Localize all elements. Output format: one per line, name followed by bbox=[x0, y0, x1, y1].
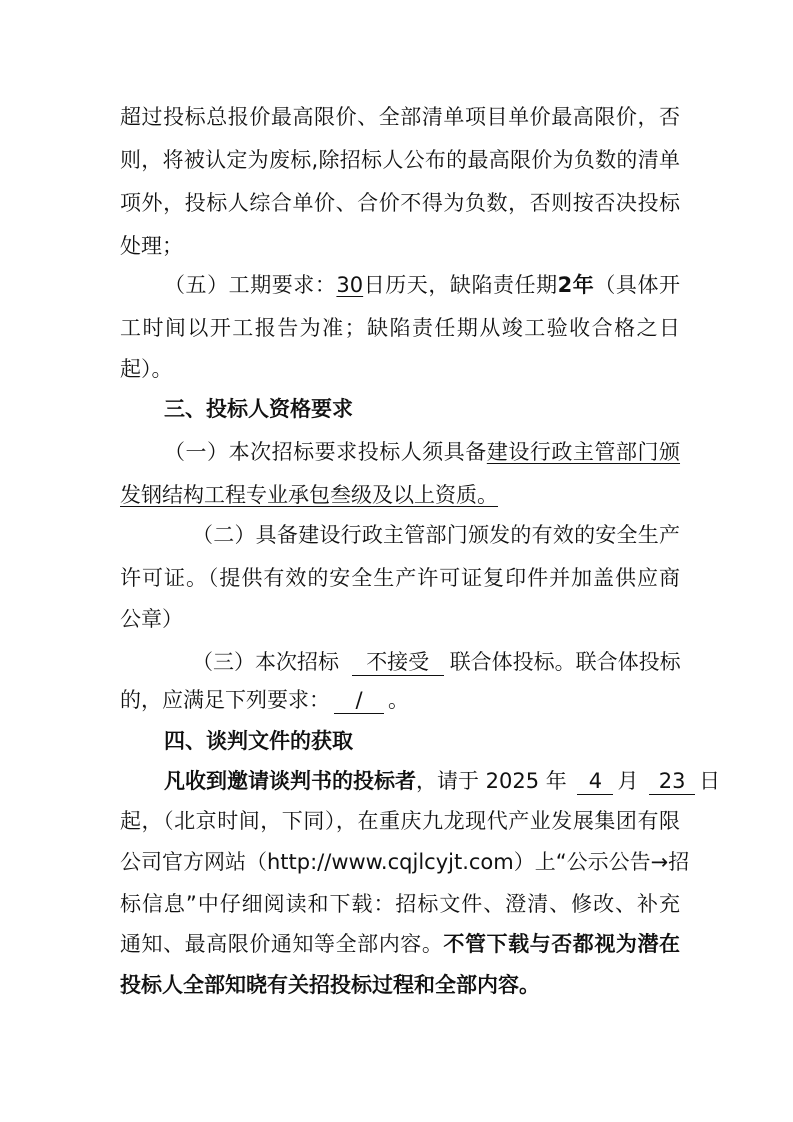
duration-note: （具体开 bbox=[594, 273, 681, 297]
acquisition-line bbox=[120, 929, 680, 961]
acquisition-bold: 投标人全部知晓有关招投标过程和全部内容。 bbox=[120, 973, 540, 997]
warranty-years: 2年 bbox=[557, 273, 595, 297]
qualification-line bbox=[164, 437, 680, 469]
acquisition-text: ，请于 2025 年 bbox=[416, 769, 567, 793]
acquisition-text: 日 bbox=[699, 769, 721, 793]
paragraph-line: 标信息”中仔细阅读和下载：招标文件、澄清、修改、补充 bbox=[120, 892, 680, 916]
consortium-text: （三）本次招标 bbox=[192, 650, 339, 674]
section-heading: 三、投标人资格要求 bbox=[164, 397, 353, 421]
acquisition-text: 通知、最高限价通知等全部内容。 bbox=[120, 932, 444, 956]
qualification-underlined: 发钢结构工程专业承包叁级及以上资质。 bbox=[120, 483, 498, 507]
acquisition-text: 月 bbox=[617, 769, 639, 793]
acquisition-bold: 不管下载与否都视为潜在 bbox=[443, 932, 681, 956]
consortium-line bbox=[120, 685, 680, 717]
consortium-value: 不接受 bbox=[352, 649, 444, 676]
paragraph-line: 超过投标总报价最高限价、全部清单项目单价最高限价，否 bbox=[120, 105, 680, 129]
consortium-text: 联合体投标。联合体投标 bbox=[449, 650, 681, 674]
duration-line bbox=[164, 270, 680, 302]
paragraph-line: 处理； bbox=[120, 234, 183, 258]
consortium-requirement: / bbox=[334, 687, 384, 714]
paragraph-line: 起）。 bbox=[120, 357, 173, 381]
start-month: 4 bbox=[577, 768, 613, 795]
duration-text: 日历天，缺陷责任期 bbox=[363, 273, 558, 297]
paragraph-line: 工时间以开工报告为准；缺陷责任期从竣工验收合格之日 bbox=[120, 316, 680, 340]
duration-label: （五）工期要求： bbox=[164, 273, 337, 297]
qualification-text: （一）本次招标要求投标人须具备 bbox=[164, 440, 487, 464]
qualification-line bbox=[120, 480, 680, 512]
paragraph-line: 公章） bbox=[120, 607, 183, 631]
paragraph-line: 起，（北京时间，下同），在重庆九龙现代产业发展集团有限 bbox=[120, 809, 680, 833]
consortium-text: 。 bbox=[388, 688, 409, 712]
qualification-underlined: 建设行政主管部门颁 bbox=[486, 440, 681, 464]
acquisition-line bbox=[164, 766, 721, 798]
duration-days: 30 bbox=[336, 273, 364, 297]
paragraph-line: 公司官方网站（http://www.cqjlcyjt.com）上“公示公告→招 bbox=[120, 850, 690, 874]
acquisition-bold: 凡收到邀请谈判书的投标者 bbox=[164, 769, 416, 793]
paragraph-line: 项外，投标人综合单价、合价不得为负数，否则按否决投标 bbox=[120, 191, 680, 215]
consortium-line bbox=[192, 647, 680, 679]
section-heading: 四、谈判文件的获取 bbox=[164, 729, 353, 753]
paragraph-line: （二）具备建设行政主管部门颁发的有效的安全生产 bbox=[192, 523, 680, 547]
consortium-text: 的，应满足下列要求： bbox=[120, 688, 330, 712]
start-day: 23 bbox=[649, 768, 695, 795]
paragraph-line: 许可证。（提供有效的安全生产许可证复印件并加盖供应商 bbox=[120, 566, 680, 590]
paragraph-line: 则，将被认定为废标,除招标人公布的最高限价为负数的清单 bbox=[120, 148, 680, 172]
